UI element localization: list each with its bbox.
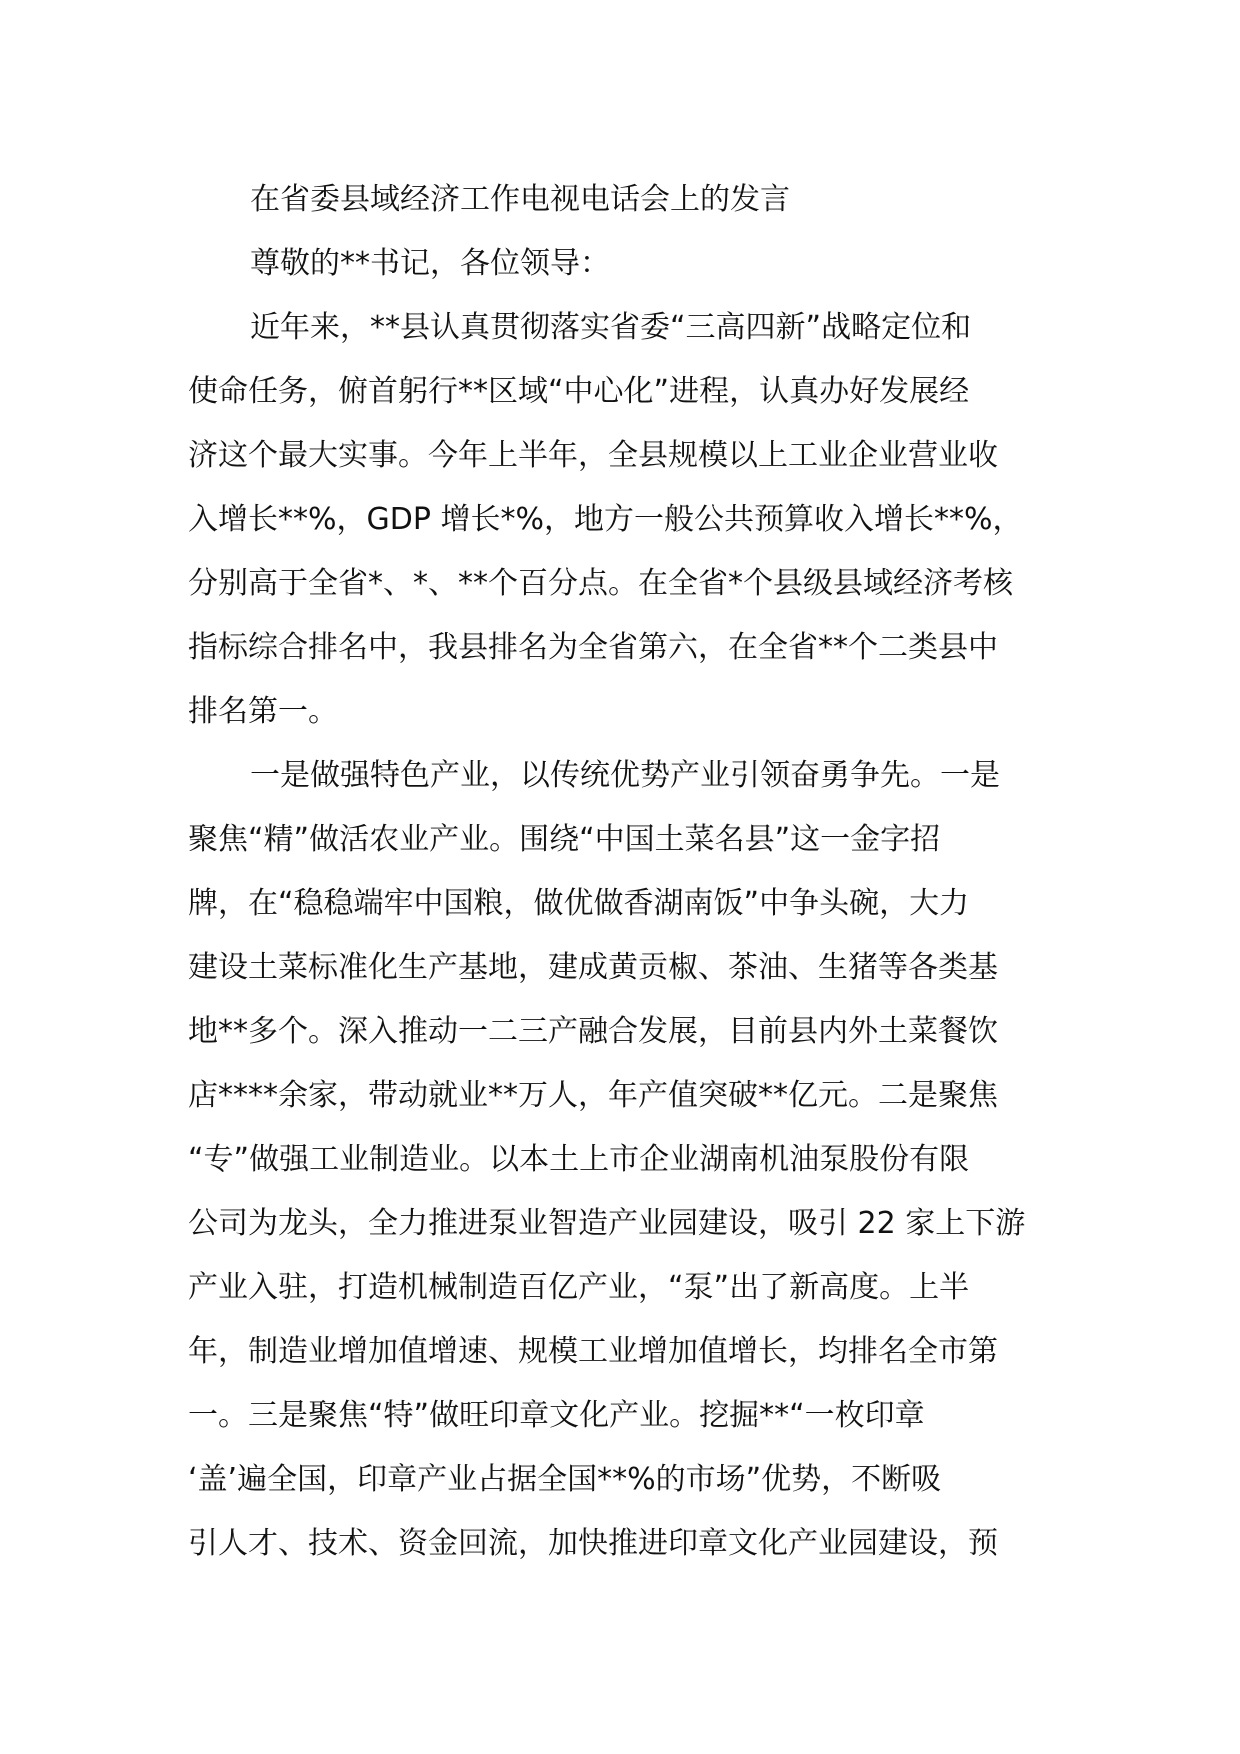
salutation: 尊敬的**书记，各位领导： [250,246,610,281]
body-line: “专”做强工业制造业。以本土上市企业湖南机油泵股份有限 [188,1142,970,1177]
document-title: 在省委县域经济工作电视电话会上的发言 [250,182,790,217]
body-line: 入增长**%，GDP 增长*%，地方一般公共预算收入增长**%， [188,502,1023,537]
body-line: 聚焦“精”做活农业产业。围绕“中国土菜名县”这一金字招 [188,822,941,857]
body-line: ‘盖’遍全国，印章产业占据全国**%的市场”优势，不断吸 [188,1462,942,1497]
body-line: 建设土菜标准化生产基地，建成黄贡椒、茶油、生猪等各类基 [188,950,998,985]
body-line: 一。三是聚焦“特”做旺印章文化产业。挖掘**“一枚印章 [188,1398,925,1433]
body-line: 牌，在“稳稳端牢中国粮，做优做香湖南饭”中争头碗，大力 [188,886,970,921]
body-line: 年，制造业增加值增速、规模工业增加值增长，均排名全市第 [188,1334,998,1369]
body-line: 指标综合排名中，我县排名为全省第六，在全省**个二类县中 [188,630,998,665]
body-line: 排名第一。 [188,694,338,729]
body-line: 使命任务，俯首躬行**区域“中心化”进程，认真办好发展经 [188,374,970,409]
body-line: 一是做强特色产业，以传统优势产业引领奋勇争先。一是 [250,758,1000,793]
body-line: 分别高于全省*、*、**个百分点。在全省*个县级县域经济考核 [188,566,1013,601]
document-body [188,168,1058,1576]
body-line: 近年来，**县认真贯彻落实省委“三高四新”战略定位和 [250,310,972,345]
body-line: 济这个最大实事。今年上半年，全县规模以上工业企业营业收 [188,438,998,473]
body-line: 产业入驻，打造机械制造百亿产业，“泵”出了新高度。上半 [188,1270,970,1305]
body-line: 地**多个。深入推动一二三产融合发展，目前县内外土菜餐饮 [188,1014,998,1049]
body-line: 店****余家，带动就业**万人，年产值突破**亿元。二是聚焦 [188,1078,998,1113]
body-line: 引人才、技术、资金回流，加快推进印章文化产业园建设，预 [188,1526,998,1561]
body-line: 公司为龙头，全力推进泵业智造产业园建设，吸引 22 家上下游 [188,1206,1026,1241]
